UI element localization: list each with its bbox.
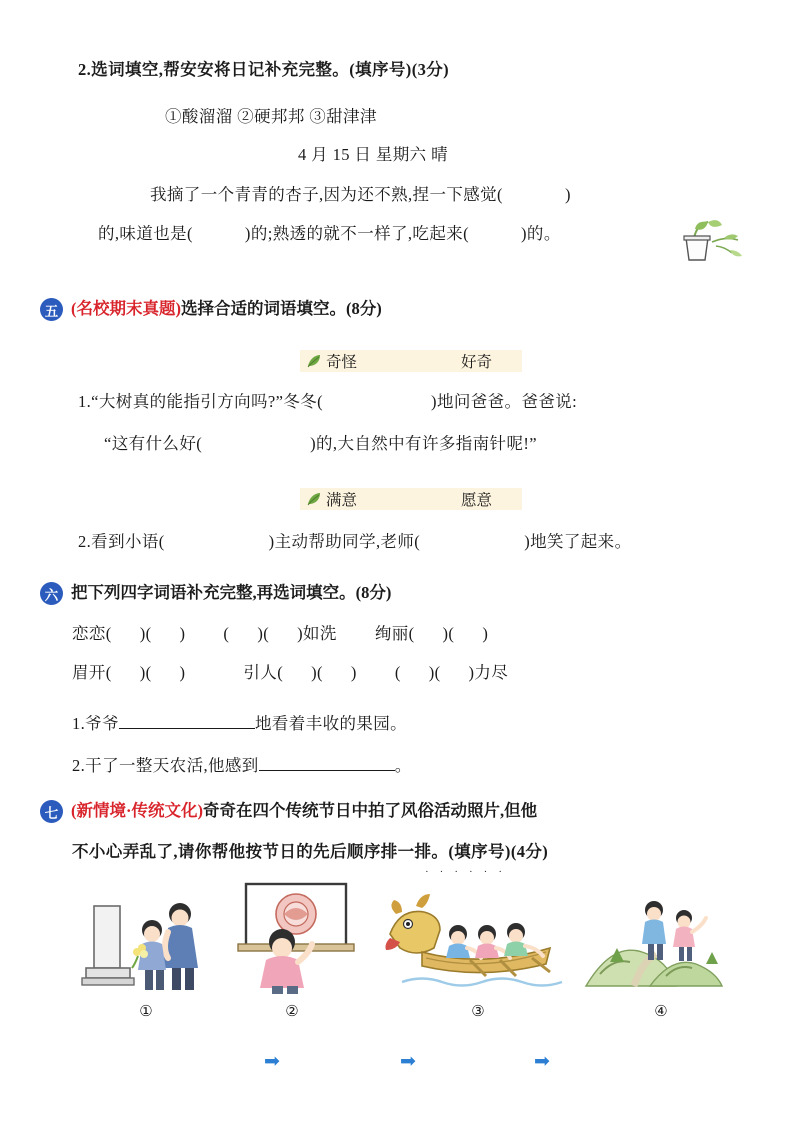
idiom-4-part-c: ) [179, 663, 186, 682]
section-5-number: 五 [40, 298, 63, 321]
section-7-title [71, 798, 537, 824]
sec5-q1-text-d: )的,大自然中有许多指南针呢!” [310, 434, 537, 453]
question-2-options: ①酸溜溜 ②硬邦邦 ③甜津津 [165, 107, 377, 126]
diary-date: 4 月 15 日 星期六 晴 [298, 145, 448, 164]
sec6-fill-1 [72, 712, 407, 737]
picture-3-label: ③ [471, 1004, 485, 1020]
q2-sentence-line2 [98, 222, 561, 247]
q2-line2-text-c: )的。 [521, 224, 561, 243]
idiom-6-part-c: )力尽 [468, 663, 509, 682]
section-7-number: 七 [40, 800, 63, 823]
sec5-q2-text-b: )主动帮助同学,老师( [268, 532, 421, 551]
section-6-title: 把下列四字词语补充完整,再选词填空。(8分) [71, 583, 392, 602]
sec5-q1-text-a: 1.“大树真的能指引方向吗?”冬冬( [78, 392, 324, 411]
sec5-q1-text-b: )地问爸爸。爸爸说: [431, 392, 578, 411]
sec6-fill-1-blank[interactable] [119, 728, 255, 729]
section-7-tag: (新情境·传统文化) [71, 801, 203, 820]
idiom-6-part-b: )( [428, 663, 441, 682]
potted-plant-icon [672, 208, 758, 264]
sec6-fill-1-text-b: 地看着丰收的果园。 [254, 714, 408, 733]
picture-3-dragon-boat [382, 890, 572, 1000]
idiom-1-part-b: )( [139, 624, 152, 643]
word-bank-1-word-1: 奇怪 [326, 354, 358, 371]
section-7-title-line-2: 不小心弄乱了,请你帮他按节日的先后顺序排一排。(填序号)(4分) [72, 842, 549, 861]
question-2-title: 2.选词填空,帮安安将日记补充完整。(填序号)(3分) [78, 60, 450, 79]
section-7-title-line-1: 奇奇在四个传统节日中拍了风俗活动照片,但他 [203, 801, 538, 820]
idiom-1-part-c: ) [179, 624, 186, 643]
idiom-5-part-a: 引人( [243, 663, 284, 682]
idiom-6-part-a: ( [394, 663, 401, 682]
word-bank-1-word-2: 好奇 [461, 354, 493, 371]
leaf-icon [306, 491, 322, 507]
q2-line2-text-b: )的;熟透的就不一样了,吃起来( [244, 224, 470, 243]
sec6-fill-2-text-a: 2.干了一整天农活,他感到 [72, 756, 259, 775]
idiom-4-part-a: 眉开( [72, 663, 112, 682]
idiom-4-part-b: )( [139, 663, 152, 682]
order-arrow-1: ➡ [264, 1050, 280, 1072]
section-5-tag: (名校期末真题) [71, 299, 181, 318]
picture-2-label: ② [285, 1004, 299, 1020]
idiom-line-2 [72, 661, 508, 686]
sec6-fill-2-blank[interactable] [259, 770, 395, 771]
sec5-q1-line1 [78, 390, 577, 415]
sec5-q2-text-c: )地笑了起来。 [524, 532, 632, 551]
sec5-q1-line2 [104, 432, 537, 457]
word-bank-1 [300, 350, 522, 372]
sec5-q2-line [78, 530, 631, 555]
idiom-2-part-c: )如洗 [297, 624, 337, 643]
idiom-5-part-b: )( [311, 663, 323, 682]
picture-2-lantern-window [228, 878, 368, 998]
idiom-5-part-c: ) [350, 663, 357, 682]
picture-1-tomb-sweeping [80, 888, 210, 998]
picture-4-mountain-climbing [580, 890, 740, 1000]
section-7-header [40, 798, 537, 824]
idiom-line-1 [72, 622, 488, 647]
word-bank-2 [300, 488, 522, 510]
section-5-header [40, 296, 382, 322]
q2-line1-text-b: ) [564, 185, 571, 204]
q2-sentence-line1 [150, 183, 571, 208]
sec6-fill-2 [72, 754, 412, 779]
emphasis-dots: ······ [425, 866, 513, 878]
sec5-q2-text-a: 2.看到小语( [78, 532, 165, 551]
section-6-header [40, 580, 391, 606]
order-arrow-3: ➡ [534, 1050, 550, 1072]
leaf-icon [306, 353, 322, 369]
idiom-3-part-a: 绚丽( [374, 624, 415, 643]
order-arrow-2: ➡ [400, 1050, 416, 1072]
q2-line2-text-a: 的,味道也是( [98, 224, 193, 243]
idiom-2-part-b: )( [257, 624, 270, 643]
idiom-3-part-b: )( [442, 624, 455, 643]
q2-line1-text-a: 我摘了一个青青的杏子,因为还不熟,捏一下感觉( [150, 185, 503, 204]
word-bank-2-word-2: 愿意 [461, 492, 493, 509]
picture-1-label: ① [139, 1004, 153, 1020]
word-bank-2-word-1: 满意 [326, 492, 358, 509]
section-6-number: 六 [40, 582, 63, 605]
idiom-2-part-a: ( [223, 624, 230, 643]
section-5-title-text: 选择合适的词语填空。(8分) [181, 299, 382, 318]
sec6-fill-1-text-a: 1.爷爷 [72, 714, 119, 733]
sec6-fill-2-text-b: 。 [394, 756, 412, 775]
idiom-3-part-c: ) [482, 624, 489, 643]
picture-4-label: ④ [654, 1004, 668, 1020]
section-5-title [71, 296, 382, 322]
idiom-1-part-a: 恋恋( [72, 624, 112, 643]
sec5-q1-text-c: “这有什么好( [104, 434, 203, 453]
